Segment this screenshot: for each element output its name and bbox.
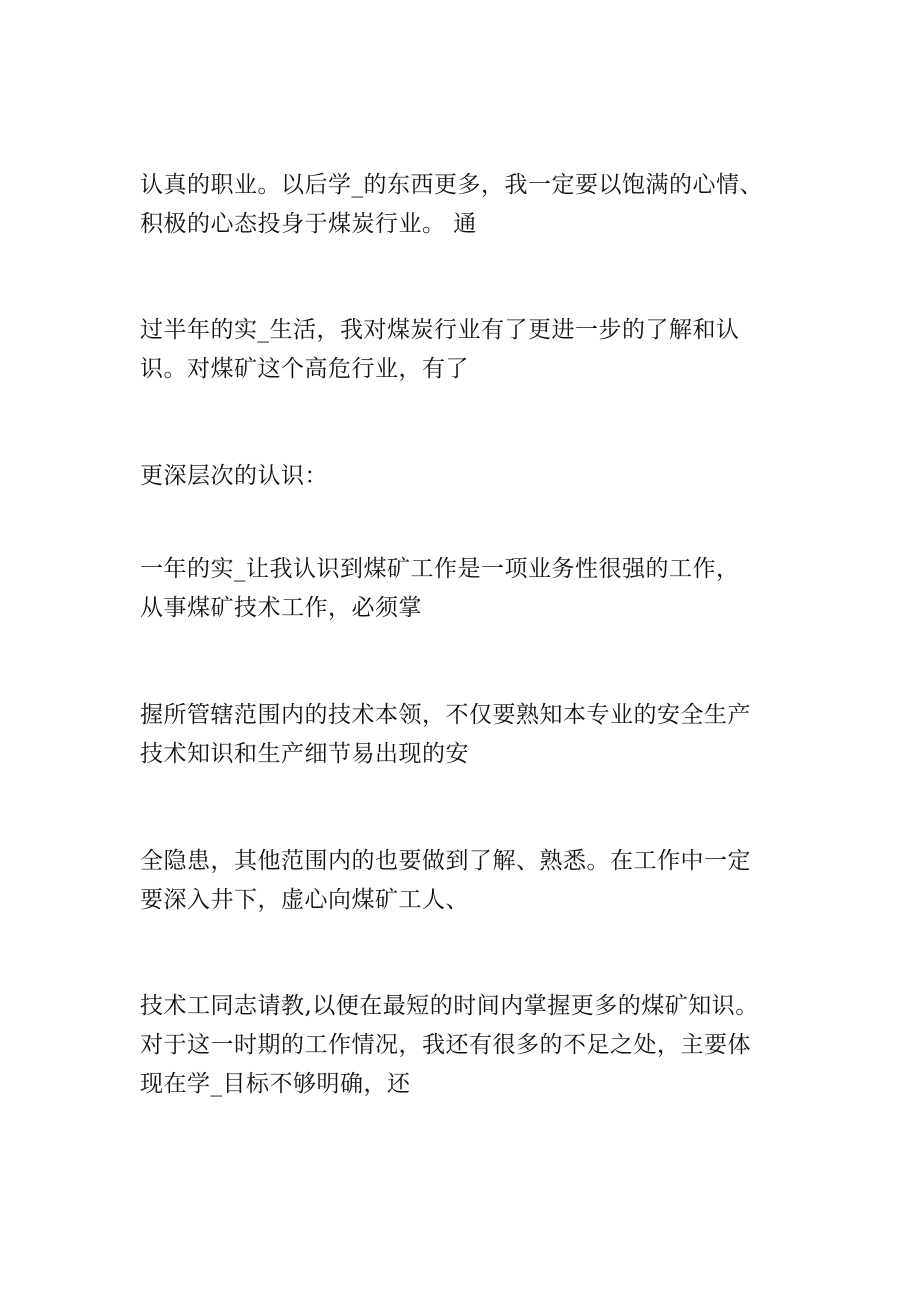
- text-line: 一年的实_让我认识到煤矿工作是一项业务性很强的工作，: [140, 556, 740, 582]
- text-line: 更深层次的认识：: [140, 463, 328, 489]
- paragraph: [140, 987, 800, 1104]
- text-line: 要深入井下，虚心向煤矿工人、: [140, 887, 469, 913]
- text-line: 对于这一时期的工作情况，我还有很多的不足之处，主要体: [140, 1032, 751, 1058]
- text-line: 认真的职业。以后学_的东西更多，我一定要以饱满的心情、: [140, 172, 763, 198]
- text-line: 握所管辖范围内的技术本领，不仅要熟知本专业的安全生产: [140, 702, 751, 728]
- paragraph: [140, 457, 800, 496]
- text-line: 积极的心态投身于煤炭行业。 通: [140, 211, 477, 237]
- text-line: 技术知识和生产细节易出现的安: [140, 741, 469, 767]
- paragraph: [140, 550, 800, 628]
- text-line: 技术工同志请教,以便在最短的时间内掌握更多的煤矿知识。: [140, 993, 759, 1019]
- text-line: 过半年的实_生活，我对煤炭行业有了更进一步的了解和认: [140, 317, 740, 343]
- text-line: 现在学_目标不够明确，还: [140, 1071, 411, 1097]
- text-line: 识。对煤矿这个高危行业，有了: [140, 356, 469, 382]
- text-line: 全隐患，其他范围内的也要做到了解、熟悉。在工作中一定: [140, 848, 751, 874]
- paragraph: [140, 696, 800, 774]
- paragraph: [140, 842, 800, 920]
- paragraph: [140, 311, 800, 389]
- paragraph: [140, 166, 800, 244]
- text-line: 从事煤矿技术工作，必须掌: [140, 595, 422, 621]
